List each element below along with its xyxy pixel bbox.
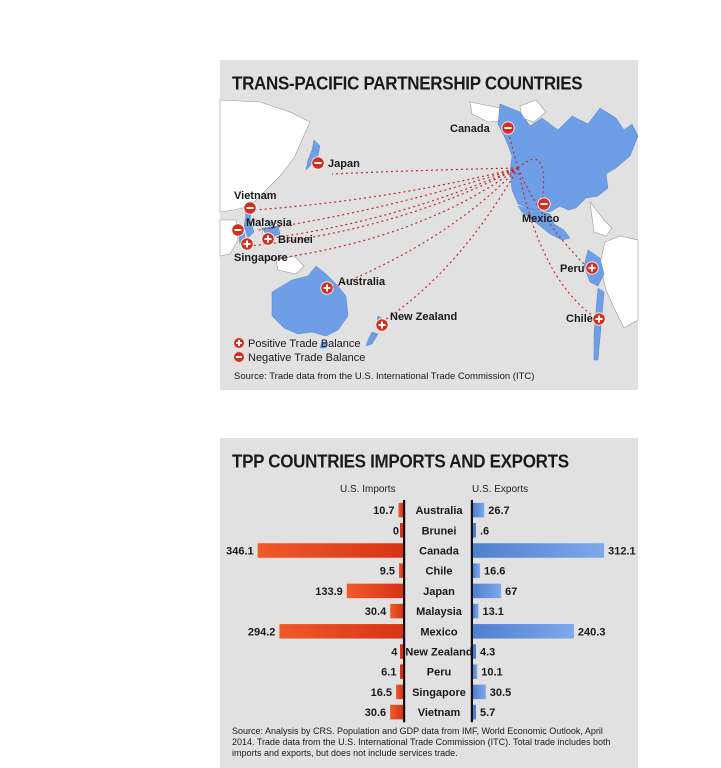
legend-positive-label: Positive Trade Balance: [248, 338, 361, 350]
export-stub-new-zealand: [473, 644, 476, 659]
bar-panel: [220, 438, 638, 768]
marker-bar: [235, 229, 242, 231]
category-label-brunei: Brunei: [421, 525, 457, 538]
export-bar-malaysia: [473, 604, 479, 619]
legend-negative: [234, 352, 365, 364]
category-label-vietnam: Vietnam: [417, 707, 461, 720]
export-value-malaysia: 13.1: [482, 606, 504, 619]
export-value-vietnam: 5.7: [480, 707, 496, 720]
export-value-singapore: 30.5: [489, 686, 512, 699]
export-bar-canada: [473, 543, 604, 558]
import-bar-japan: [347, 584, 403, 599]
category-label-new-zealand: New Zealand: [405, 646, 473, 659]
import-bar-vietnam: [390, 705, 403, 720]
export-stub-vietnam: [473, 705, 476, 720]
marker-bar-v: [326, 285, 328, 292]
marker-bar-v: [246, 241, 248, 248]
export-value-mexico: 240.3: [577, 626, 606, 639]
import-bar-singapore: [396, 685, 403, 700]
category-label-japan: Japan: [423, 585, 455, 598]
import-value-malaysia: 30.4: [364, 606, 387, 619]
export-value-chile: 16.6: [483, 565, 506, 578]
exports-axis: [471, 500, 473, 722]
marker-bar: [505, 127, 512, 129]
marker-bar: [541, 203, 548, 205]
country-label-new-zealand: New Zealand: [390, 311, 458, 323]
import-value-japan: 133.9: [315, 585, 343, 598]
imports-axis: [403, 500, 405, 722]
export-value-brunei: .6: [480, 525, 490, 538]
import-value-peru: 6.1: [381, 666, 397, 679]
export-value-new-zealand: 4.3: [480, 646, 496, 659]
import-bar-malaysia: [390, 604, 403, 619]
export-bar-peru: [473, 664, 477, 679]
export-value-australia: 26.7: [488, 505, 510, 518]
country-label-canada: Canada: [450, 123, 490, 135]
marker-canada: [450, 122, 514, 135]
import-value-canada: 346.1: [226, 545, 254, 558]
marker-bar-v: [381, 322, 383, 329]
country-label-japan: Japan: [328, 158, 360, 170]
marker-bar-v: [598, 316, 600, 323]
category-label-peru: Peru: [426, 666, 452, 679]
export-value-peru: 10.1: [481, 666, 503, 679]
legend-negative-label: Negative Trade Balance: [248, 352, 366, 364]
import-stub-brunei: [400, 523, 403, 538]
category-label-malaysia: Malaysia: [416, 606, 462, 619]
export-bar-singapore: [473, 685, 486, 700]
marker-japan: [312, 157, 360, 170]
bar-chart: [220, 438, 638, 768]
category-label-chile: Chile: [425, 565, 453, 578]
import-value-new-zealand: 4: [391, 646, 398, 659]
marker-peru: [560, 262, 598, 275]
exports-header: U.S. Exports: [472, 484, 529, 495]
import-bar-australia: [399, 503, 403, 517]
import-stub-new-zealand: [400, 644, 403, 659]
country-label-australia: Australia: [338, 276, 386, 288]
import-value-mexico: 294.2: [247, 626, 276, 639]
country-label-peru: Peru: [560, 263, 585, 275]
import-stub-peru: [400, 664, 403, 679]
category-label-australia: Australia: [415, 505, 463, 518]
export-bar-japan: [473, 584, 501, 599]
bar-source: Source: Analysis by CRS. Population and GDP data from IMF, World Economic Outlook, April 2014. Trade data from the U.S. International Trade Commission (ITC). Total trade includes both imports and exports, but does not include services trade.: [232, 726, 611, 758]
map-panel: [220, 60, 638, 390]
category-label-mexico: Mexico: [420, 626, 458, 639]
import-bar-mexico: [279, 624, 403, 639]
legend-positive: [234, 338, 361, 350]
marker-new-zealand: [376, 311, 457, 331]
marker-bar: [315, 162, 322, 164]
import-value-vietnam: 30.6: [364, 707, 387, 720]
export-value-japan: 67: [505, 585, 518, 598]
country-label-malaysia: Malaysia: [246, 217, 292, 229]
import-value-australia: 10.7: [373, 505, 395, 518]
imports-header: U.S. Imports: [340, 484, 396, 495]
export-bar-chile: [473, 563, 480, 578]
bars: [226, 500, 636, 722]
country-label-singapore: Singapore: [234, 252, 288, 264]
bar-title: TPP COUNTRIES IMPORTS AND EXPORTS: [232, 451, 569, 472]
country-label-chile: Chile: [566, 313, 593, 325]
category-label-canada: Canada: [419, 545, 459, 558]
export-bar-mexico: [473, 624, 574, 639]
map-title: TRANS-PACIFIC PARTNERSHIP COUNTRIES: [232, 73, 583, 94]
country-label-mexico: Mexico: [522, 213, 560, 225]
minus-icon: [234, 352, 244, 362]
import-value-singapore: 16.5: [370, 686, 393, 699]
map-source: Source: Trade data from the U.S. International Trade Commission (ITC): [234, 371, 535, 382]
marker-brunei: [262, 233, 313, 246]
plus-icon: [234, 338, 244, 348]
export-stub-brunei: [473, 523, 476, 538]
import-value-chile: 9.5: [379, 565, 396, 578]
country-label-brunei: Brunei: [278, 234, 313, 246]
import-bar-chile: [399, 563, 403, 578]
marker-bar: [247, 207, 254, 209]
export-value-canada: 312.1: [608, 545, 636, 558]
category-label-singapore: Singapore: [412, 686, 466, 699]
import-bar-canada: [258, 543, 403, 558]
marker-bar-v: [591, 265, 593, 272]
export-bar-australia: [473, 503, 484, 517]
import-value-brunei: 0: [392, 525, 399, 538]
country-label-vietnam: Vietnam: [234, 190, 277, 202]
marker-bar-v: [267, 236, 269, 243]
marker-chile: [566, 313, 605, 325]
